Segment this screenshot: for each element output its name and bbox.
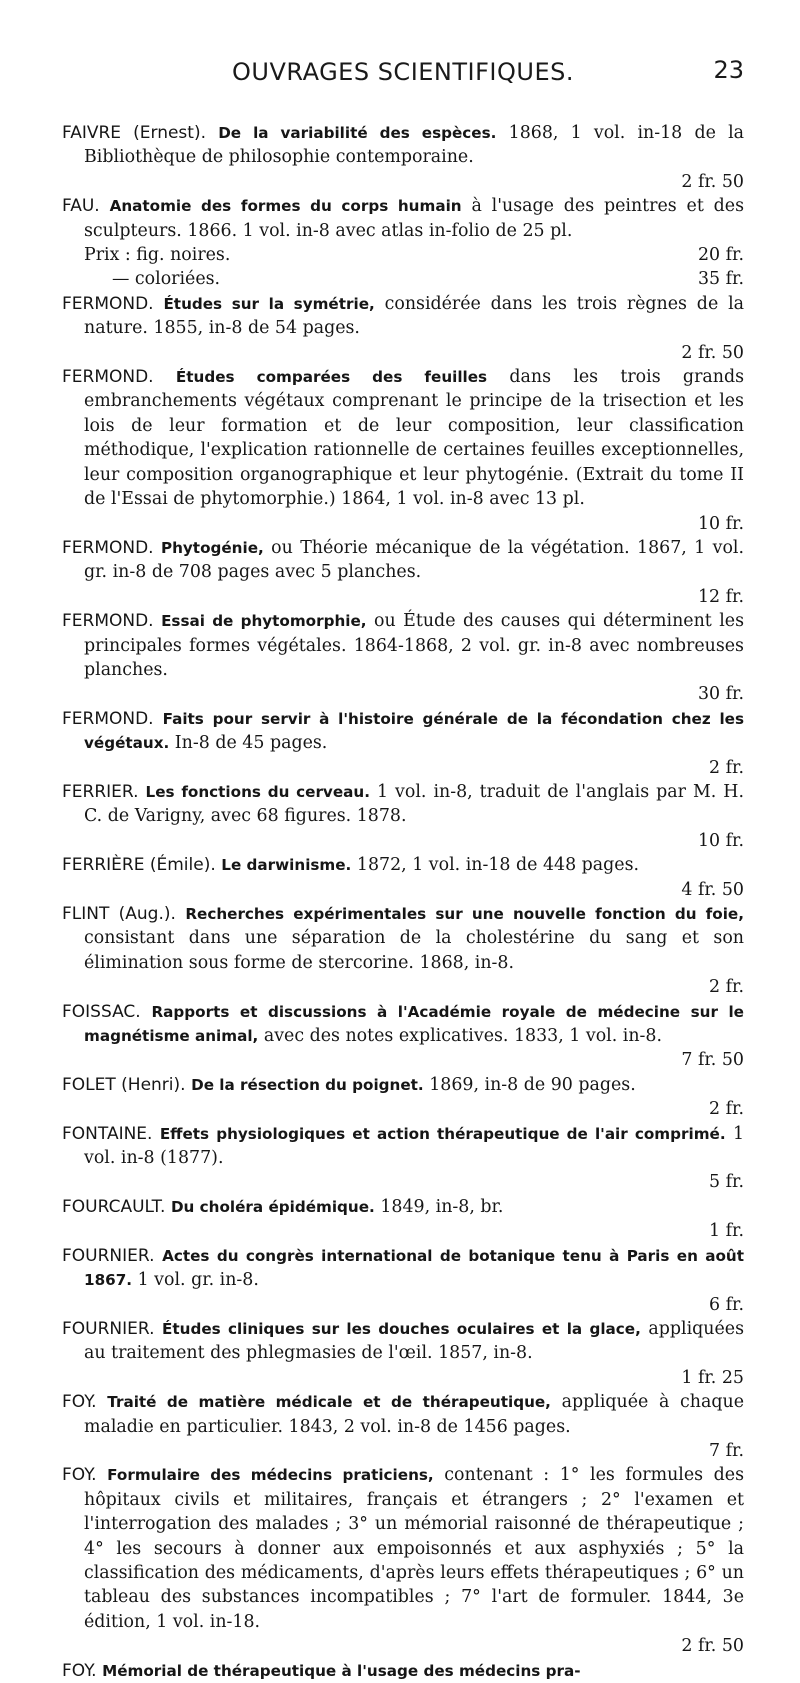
entry-price: 5 fr. — [709, 1172, 744, 1193]
price-row-label: Prix : fig. noires. — [84, 245, 231, 266]
catalogue-entry — [62, 1390, 744, 1463]
price-row-label: — coloriées. — [112, 269, 221, 290]
entry-paragraph — [62, 1659, 744, 1683]
entry-title: Phytogénie, — [160, 538, 264, 557]
entry-price: 2 fr. 50 — [681, 171, 744, 192]
entry-price: 30 fr. — [697, 684, 744, 705]
entry-author: FOY. — [62, 1660, 97, 1681]
catalogue-entry — [62, 1000, 744, 1073]
entry-description: 1869, in-8 de 90 pages. — [429, 1074, 636, 1095]
catalogue-entry — [62, 1463, 744, 1658]
price-row — [62, 243, 744, 267]
entry-author: FOY. — [62, 1465, 97, 1486]
catalogue-entry — [62, 707, 744, 780]
entry-description: appliquées au traitement des phlegmasies de l'œil. 1857, in-8. — [84, 1318, 745, 1364]
entry-author: FOURNIER. — [62, 1318, 155, 1339]
catalogue-entry — [62, 1317, 744, 1390]
page-number: 23 — [713, 56, 744, 84]
entry-description: à l'usage des peintres et des sculpteurs. 1866. 1 vol. in-8 avec atlas in-folio de 25 pl. — [84, 196, 745, 241]
entry-paragraph — [62, 853, 744, 902]
entry-description: ou Théorie mécanique de la végétation. 1867, 1 vol. gr. in-8 de 708 pages avec 5 planches. — [84, 537, 745, 583]
entry-price: 2 fr. — [709, 977, 744, 998]
entry-paragraph — [62, 365, 744, 536]
price-row-value: 35 fr. — [697, 269, 744, 290]
catalogue-entry — [62, 1195, 744, 1244]
entry-title: De la variabilité des espèces. — [218, 124, 497, 142]
catalogue-entries — [62, 121, 744, 1683]
entry-description: 1868, 1 vol. in-18 de la Bibliothèque de philosophie contemporaine. — [84, 123, 745, 168]
catalogue-entry — [62, 1122, 744, 1195]
entry-author: FLINT (Aug.). — [62, 904, 176, 924]
entry-title: Effets physiologiques et action thérapeutique de l'air comprimé. — [159, 1124, 726, 1143]
entry-description: consistant dans une séparation de la cholestérine du sang et son élimination sous forme de stercorine. 1868, in-8. — [84, 928, 744, 973]
catalogue-entry — [62, 853, 744, 902]
entry-author: FERRIER. — [62, 781, 139, 802]
entry-price: 4 fr. 50 — [681, 879, 744, 900]
catalogue-entry — [62, 292, 744, 365]
entry-author: FONTAINE. — [62, 1123, 153, 1144]
entry-title: Mémorial de thérapeutique à l'usage des médecins pra- — [102, 1661, 581, 1680]
entry-title: Actes du congrès international de botanique tenu à Paris en août 1867. — [84, 1246, 744, 1290]
entry-description: avec des notes explicatives. 1833, 1 vol. in-8. — [263, 1026, 663, 1047]
entry-author: FOLET (Henri). — [62, 1074, 186, 1095]
entry-description: considérée dans les trois règnes de la nature. 1855, in-8 de 54 pages. — [84, 293, 744, 339]
entry-price: 1 fr. 25 — [681, 1367, 744, 1388]
entry-author: FAU. — [62, 196, 100, 217]
entry-title: Le darwinisme. — [221, 856, 352, 875]
entry-title: Traité de matière médicale et de thérapeutique, — [107, 1393, 551, 1412]
entry-title: Faits pour servir à l'histoire générale de la fécondation chez les végétaux. — [84, 709, 744, 753]
entry-title: Essai de phytomorphie, — [161, 612, 367, 631]
entry-paragraph — [62, 902, 744, 1000]
entry-title: Anatomie des formes du corps humain — [109, 197, 462, 216]
entry-title: Rapports et discussions à l'Académie royale de médecine sur le magnétisme animal, — [84, 1002, 744, 1046]
entry-description: 1 vol. in-8 (1877). — [84, 1123, 745, 1169]
entry-description: 1872, 1 vol. in-18 de 448 pages. — [356, 855, 640, 876]
entry-paragraph — [62, 1244, 744, 1317]
entry-paragraph — [62, 707, 744, 780]
catalogue-entry — [62, 1659, 744, 1683]
entry-paragraph — [62, 1463, 744, 1658]
page-header — [62, 52, 744, 92]
entry-paragraph — [62, 780, 744, 853]
entry-title: Les fonctions du cerveau. — [145, 782, 370, 801]
entry-author: FOY. — [62, 1392, 97, 1413]
catalogue-entry — [62, 194, 744, 292]
entry-paragraph — [62, 1122, 744, 1195]
entry-author: FAIVRE (Ernest). — [62, 123, 206, 143]
catalogue-entry — [62, 780, 744, 853]
entry-paragraph — [62, 1195, 744, 1244]
entry-description: dans les trois grands embranchements végétaux comprenant le principe de la trisection et les lois de leur formation et de leur composition, leur classification méthodique, l'explication rationnelle de certaines feuilles exceptionnelles, leur composition organographique et leur phytogénie. (Extrait du tome II de l'Essai de phytomorphie.) 1864, 1 vol. in-8 avec 13 pl. — [84, 367, 745, 510]
entry-description: In-8 de 45 pages. — [174, 733, 328, 754]
entry-author: FERMOND. — [62, 537, 154, 558]
entry-title: Du choléra épidémique. — [170, 1197, 375, 1216]
entry-price: 12 fr. — [697, 586, 744, 607]
entry-price: 10 fr. — [697, 513, 744, 534]
entry-description: 1 vol. gr. in-8. — [137, 1270, 259, 1291]
entry-paragraph — [62, 609, 744, 707]
entry-paragraph — [62, 194, 744, 243]
catalogue-entry — [62, 365, 744, 536]
entry-paragraph — [62, 1000, 744, 1073]
entry-description: ou Étude des causes qui déterminent les principales formes végétales. 1864-1868, 2 vol. gr. in-8 avec nombreuses planches. — [84, 611, 745, 680]
entry-title: De la résection du poignet. — [191, 1075, 424, 1094]
entry-price: 7 fr. — [709, 1440, 744, 1461]
catalogue-entry — [62, 1244, 744, 1317]
price-row-value: 20 fr. — [697, 245, 744, 266]
entry-author: FOURNIER. — [62, 1245, 155, 1266]
price-row — [62, 267, 744, 291]
entry-author: FERRIÈRE (Émile). — [62, 855, 216, 876]
entry-title: Études comparées des feuilles — [175, 368, 488, 387]
entry-price: 7 fr. 50 — [681, 1050, 744, 1071]
entry-paragraph — [62, 121, 744, 194]
entry-price: 2 fr. 50 — [681, 342, 744, 363]
entry-description: appliquée à chaque maladie en particulier. 1843, 2 vol. in-8 de 1456 pages. — [84, 1392, 744, 1437]
entry-price: 10 fr. — [697, 830, 744, 851]
entry-title: Formulaire des médecins praticiens, — [107, 1466, 434, 1485]
entry-title: Études sur la symétrie, — [163, 294, 375, 313]
entry-price: 6 fr. — [709, 1294, 744, 1315]
entry-paragraph — [62, 1073, 744, 1122]
entry-title: Études cliniques sur les douches oculaires et la glace, — [162, 1319, 641, 1338]
entry-description: 1 vol. in-8, traduit de l'anglais par M. H. C. de Varigny, avec 68 figures. 1878. — [84, 781, 745, 827]
entry-paragraph — [62, 292, 744, 365]
catalogue-entry — [62, 121, 744, 194]
entry-price: 2 fr. — [709, 757, 744, 778]
catalogue-entry — [62, 609, 744, 707]
entry-author: FOURCAULT. — [62, 1196, 166, 1217]
entry-paragraph — [62, 536, 744, 609]
entry-author: FERMOND. — [62, 367, 154, 388]
entry-paragraph — [62, 1390, 744, 1463]
catalogue-entry — [62, 902, 744, 1000]
entry-paragraph — [62, 1317, 744, 1390]
entry-author: FOISSAC. — [62, 1001, 141, 1022]
running-title: OUVRAGES SCIENTIFIQUES. — [232, 58, 574, 86]
entry-author: FERMOND. — [62, 611, 154, 632]
entry-price: 1 fr. — [709, 1221, 744, 1242]
entry-price: 2 fr. 50 — [681, 1636, 744, 1657]
entry-description: contenant : 1° les formules des hôpitaux civils et militaires, français et étrangers ; 2° l'examen et l'interrogation des malades ; 3° un mémorial raisonné de thérapeutique ; 4° les secours à donner aux empoisonnés et aux asphyxiés ; 5° la classification des médicaments, d'après leurs effets thérapeutiques ; 6° un tableau des substances incompatibles ; 7° l'art de formuler. 1844, 3e édition, 1 vol. in-18. — [84, 1465, 745, 1632]
catalogue-entry — [62, 536, 744, 609]
catalogue-entry — [62, 1073, 744, 1122]
entry-author: FERMOND. — [62, 293, 154, 314]
entry-title: Recherches expérimentales sur une nouvelle fonction du foie, — [185, 905, 744, 923]
entry-author: FERMOND. — [62, 708, 154, 729]
entry-price: 2 fr. — [709, 1099, 744, 1120]
entry-description: 1849, in-8, br. — [380, 1196, 504, 1217]
